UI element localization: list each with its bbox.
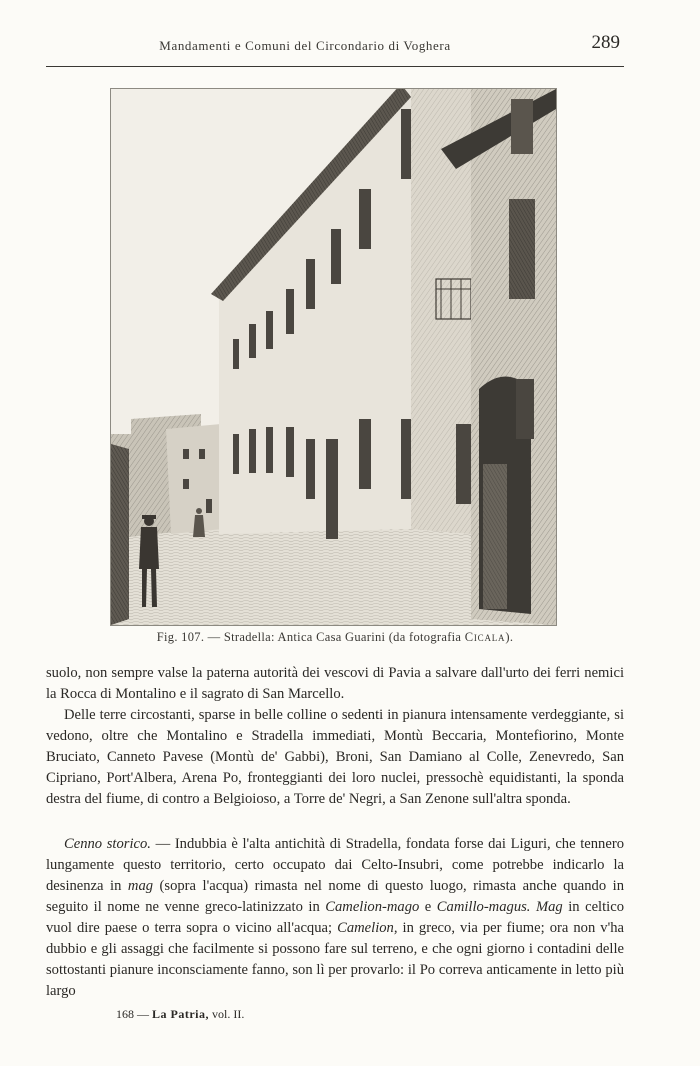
body-section-2 (46, 834, 624, 1002)
paragraph-continuation: suolo, non sempre valse la paterna autorità dei vescovi di Pavia a salvare dall'urto dei ferri nemici la Rocca di Montalino e il sagrato di San Marcello. (46, 665, 624, 702)
caption-suffix: ). (505, 630, 514, 644)
volume-label: vol. II. (212, 1007, 245, 1021)
series-title: La Patria, (152, 1007, 209, 1021)
page-number: 289 (591, 32, 620, 53)
figure-caption (46, 630, 624, 645)
running-head: Mandamenti e Comuni del Circondario di Voghera (159, 38, 451, 53)
engraving-illustration (110, 88, 557, 626)
caption-text: Fig. 107. — Stradella: Antica Casa Guarini (da fotografia (156, 630, 462, 644)
sheet-signature: 168 — (116, 1007, 149, 1021)
paragraph-historical-note: Cenno storico. — Indubbia è l'alta antichità di Stradella, fondata forse dai Liguri, che tennero lungamente questo territorio, certo occupato dai Celto-Insubri, come potrebbe indicarlo la desinenza in mag (sopra l'acqua) rimasta nel nome di questo luogo, rimasta anche quando in seguito il nome ne venne greco-latinizzato in Camelion-mago e Camillo-magus. Mag in celtico vuol dire paese o terra sopra o vicino all'acqua; Camelion, in greco, via per fiume; ora non v'ha dubbio e gli assaggi che facilmente si possono fare sul terreno, e che ogni giorno i contadini delle sottostanti pianure inconsciamente fanno, son lì per provarlo: il Po correva anticamente in letto più largo (46, 836, 624, 999)
header-rule (46, 66, 624, 67)
section-heading: Cenno storico. (64, 836, 151, 852)
caption-photographer: Cicala (464, 630, 506, 644)
paragraph-surroundings: Delle terre circostanti, sparse in belle colline o sedenti in pianura intensamente verdeggiante, si vedono, oltre che Montalino e Stradella immediati, Montù Beccaria, Montefiorino, Monte Bruciato, Canneto Pavese (Montù de' Gabbi), Broni, San Damiano al Colle, Zenevredo, San Cipriano, Port'Albera, Arena Po, fronteggianti dei loro nuclei, pressochè equidistanti, la sponda destra del fiume, di contro a Belgioioso, a Torre de' Negri, a San Zenone sull'altra sponda. (46, 707, 624, 807)
page-footer (116, 1007, 244, 1022)
body-section-1 (46, 663, 624, 810)
page-header (46, 34, 624, 64)
